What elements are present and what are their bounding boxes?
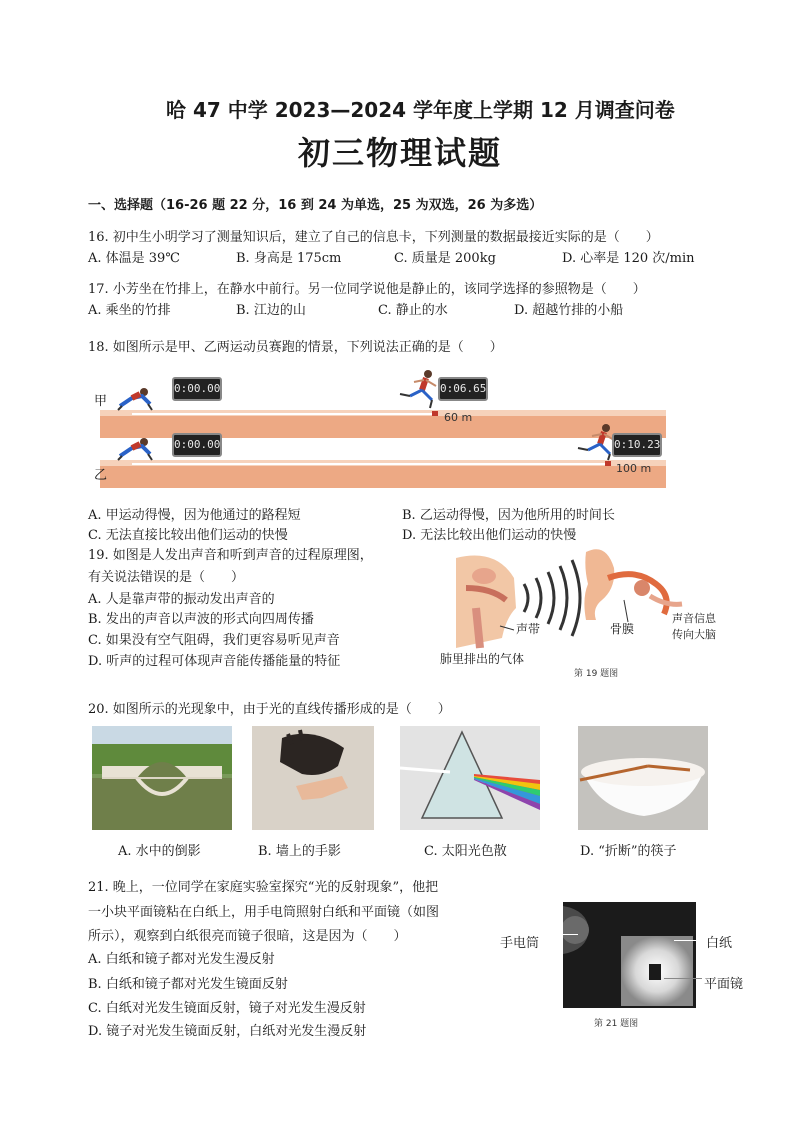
q20-stem: 20. 如图所示的光现象中，由于光的直线传播形成的是（ ）	[88, 702, 451, 717]
q21-stem-line2: 一小块平面镜粘在白纸上，用手电筒照射白纸和平面镜（如图	[88, 905, 440, 920]
runner-jia-start	[118, 388, 152, 410]
sound-figure	[436, 548, 736, 680]
figure-21-caption: 第 21 题图	[594, 1019, 639, 1029]
runner-yi-start	[118, 438, 152, 460]
q21-option-c: C. 白纸对光发生镜面反射，镜子对光发生漫反射	[88, 1001, 366, 1016]
q16-option-c: C. 质量是 200kg	[394, 251, 496, 266]
q21-stem-line1: 21. 晚上，一位同学在家庭实验室探究“光的反射现象”，他把	[88, 880, 439, 895]
label-sound-info: 声音信息	[672, 612, 716, 625]
q19-option-c: C. 如果没有空气阻碍，我们更容易听见声音	[88, 633, 340, 648]
q16-stem: 16. 初中生小明学习了测量知识后，建立了自己的信息卡，下列测量的数据最接近实际的是（ ）	[88, 230, 659, 245]
stopwatch-jia-start: 0:00.00	[172, 377, 222, 401]
photo-hand-shadow	[252, 726, 374, 830]
q20-option-a: A. 水中的倒影	[118, 844, 201, 859]
label-vocal-cords: 声带	[516, 622, 541, 636]
q21-option-b: B. 白纸和镜子都对光发生镜面反射	[88, 977, 288, 992]
q19-stem-line1: 19. 如图是人发出声音和听到声音的过程原理图，	[88, 548, 373, 563]
photo-bent-chopsticks	[578, 726, 708, 830]
q17-option-b: B. 江边的山	[236, 303, 306, 318]
label-plane-mirror: 平面镜	[704, 977, 744, 992]
label-lung-air: 肺里排出的气体	[440, 652, 525, 666]
q18-option-d: D. 无法比较出他们运动的快慢	[402, 528, 577, 543]
photo-prism-dispersion	[400, 726, 540, 830]
school-header: 哈 47 中学 2023—2024 学年度上学期 12 月调查问卷	[166, 98, 675, 122]
q21-option-d: D. 镜子对光发生镜面反射，白纸对光发生漫反射	[88, 1024, 367, 1039]
q16-option-b: B. 身高是 175cm	[236, 251, 342, 266]
label-white-paper: 白纸	[706, 936, 733, 951]
q18-option-c: C. 无法直接比较出他们运动的快慢	[88, 528, 288, 543]
distance-100m: 100 m	[616, 462, 652, 475]
label-to-brain: 传向大脑	[672, 628, 716, 641]
stopwatch-jia-finish: 0:06.65	[438, 377, 488, 401]
q20-option-c: C. 太阳光色散	[424, 844, 507, 859]
distance-60m: 60 m	[444, 411, 473, 424]
q19-option-b: B. 发出的声音以声波的形式向四周传播	[88, 612, 314, 627]
photo-bridge-reflection	[92, 726, 232, 830]
q16-option-a: A. 体温是 39℃	[88, 251, 180, 266]
label-jia: 甲	[94, 394, 108, 409]
label-eardrum: 骨膜	[610, 622, 635, 636]
runner-jia-finish	[400, 370, 436, 408]
q17-stem: 17. 小芳坐在竹排上，在静水中前行。另一位同学说他是静止的，该同学选择的参照物是（ ）	[88, 282, 646, 297]
stopwatch-yi-finish: 0:10.23	[612, 433, 662, 457]
q17-option-d: D. 超越竹排的小船	[514, 303, 624, 318]
q20-option-b: B. 墙上的手影	[258, 844, 341, 859]
q16-option-d: D. 心率是 120 次/min	[562, 251, 695, 266]
label-yi: 乙	[94, 468, 108, 483]
page-title: 初三物理试题	[298, 134, 503, 172]
q21-stem-line3: 所示），观察到白纸很亮而镜子很暗，这是因为（ ）	[88, 929, 407, 944]
q18-option-b: B. 乙运动得慢，因为他所用的时间长	[402, 508, 615, 523]
q19-option-a: A. 人是靠声带的振动发出声音的	[88, 592, 275, 607]
race-figure	[92, 368, 674, 490]
q19-stem-line2: 有关说法错误的是（ ）	[88, 570, 245, 585]
q21-option-a: A. 白纸和镜子都对光发生漫反射	[88, 952, 275, 967]
q19-option-d: D. 听声的过程可体现声音能传播能量的特征	[88, 654, 341, 669]
stopwatch-yi-start: 0:00.00	[172, 433, 222, 457]
label-flashlight: 手电筒	[500, 936, 540, 951]
figure-19-caption: 第 19 题图	[574, 669, 619, 679]
q17-option-c: C. 静止的水	[378, 303, 448, 318]
q17-option-a: A. 乘坐的竹排	[88, 303, 171, 318]
q18-stem: 18. 如图所示是甲、乙两运动员赛跑的情景，下列说法正确的是（ ）	[88, 340, 503, 355]
section-heading: 一、选择题（16-26 题 22 分，16 到 24 为单选，25 为双选，26 为多选）	[88, 198, 543, 213]
q20-option-d: D. “折断”的筷子	[580, 844, 677, 859]
photo-flashlight-mirror	[563, 902, 696, 1008]
q18-option-a: A. 甲运动得慢，因为他通过的路程短	[88, 508, 301, 523]
